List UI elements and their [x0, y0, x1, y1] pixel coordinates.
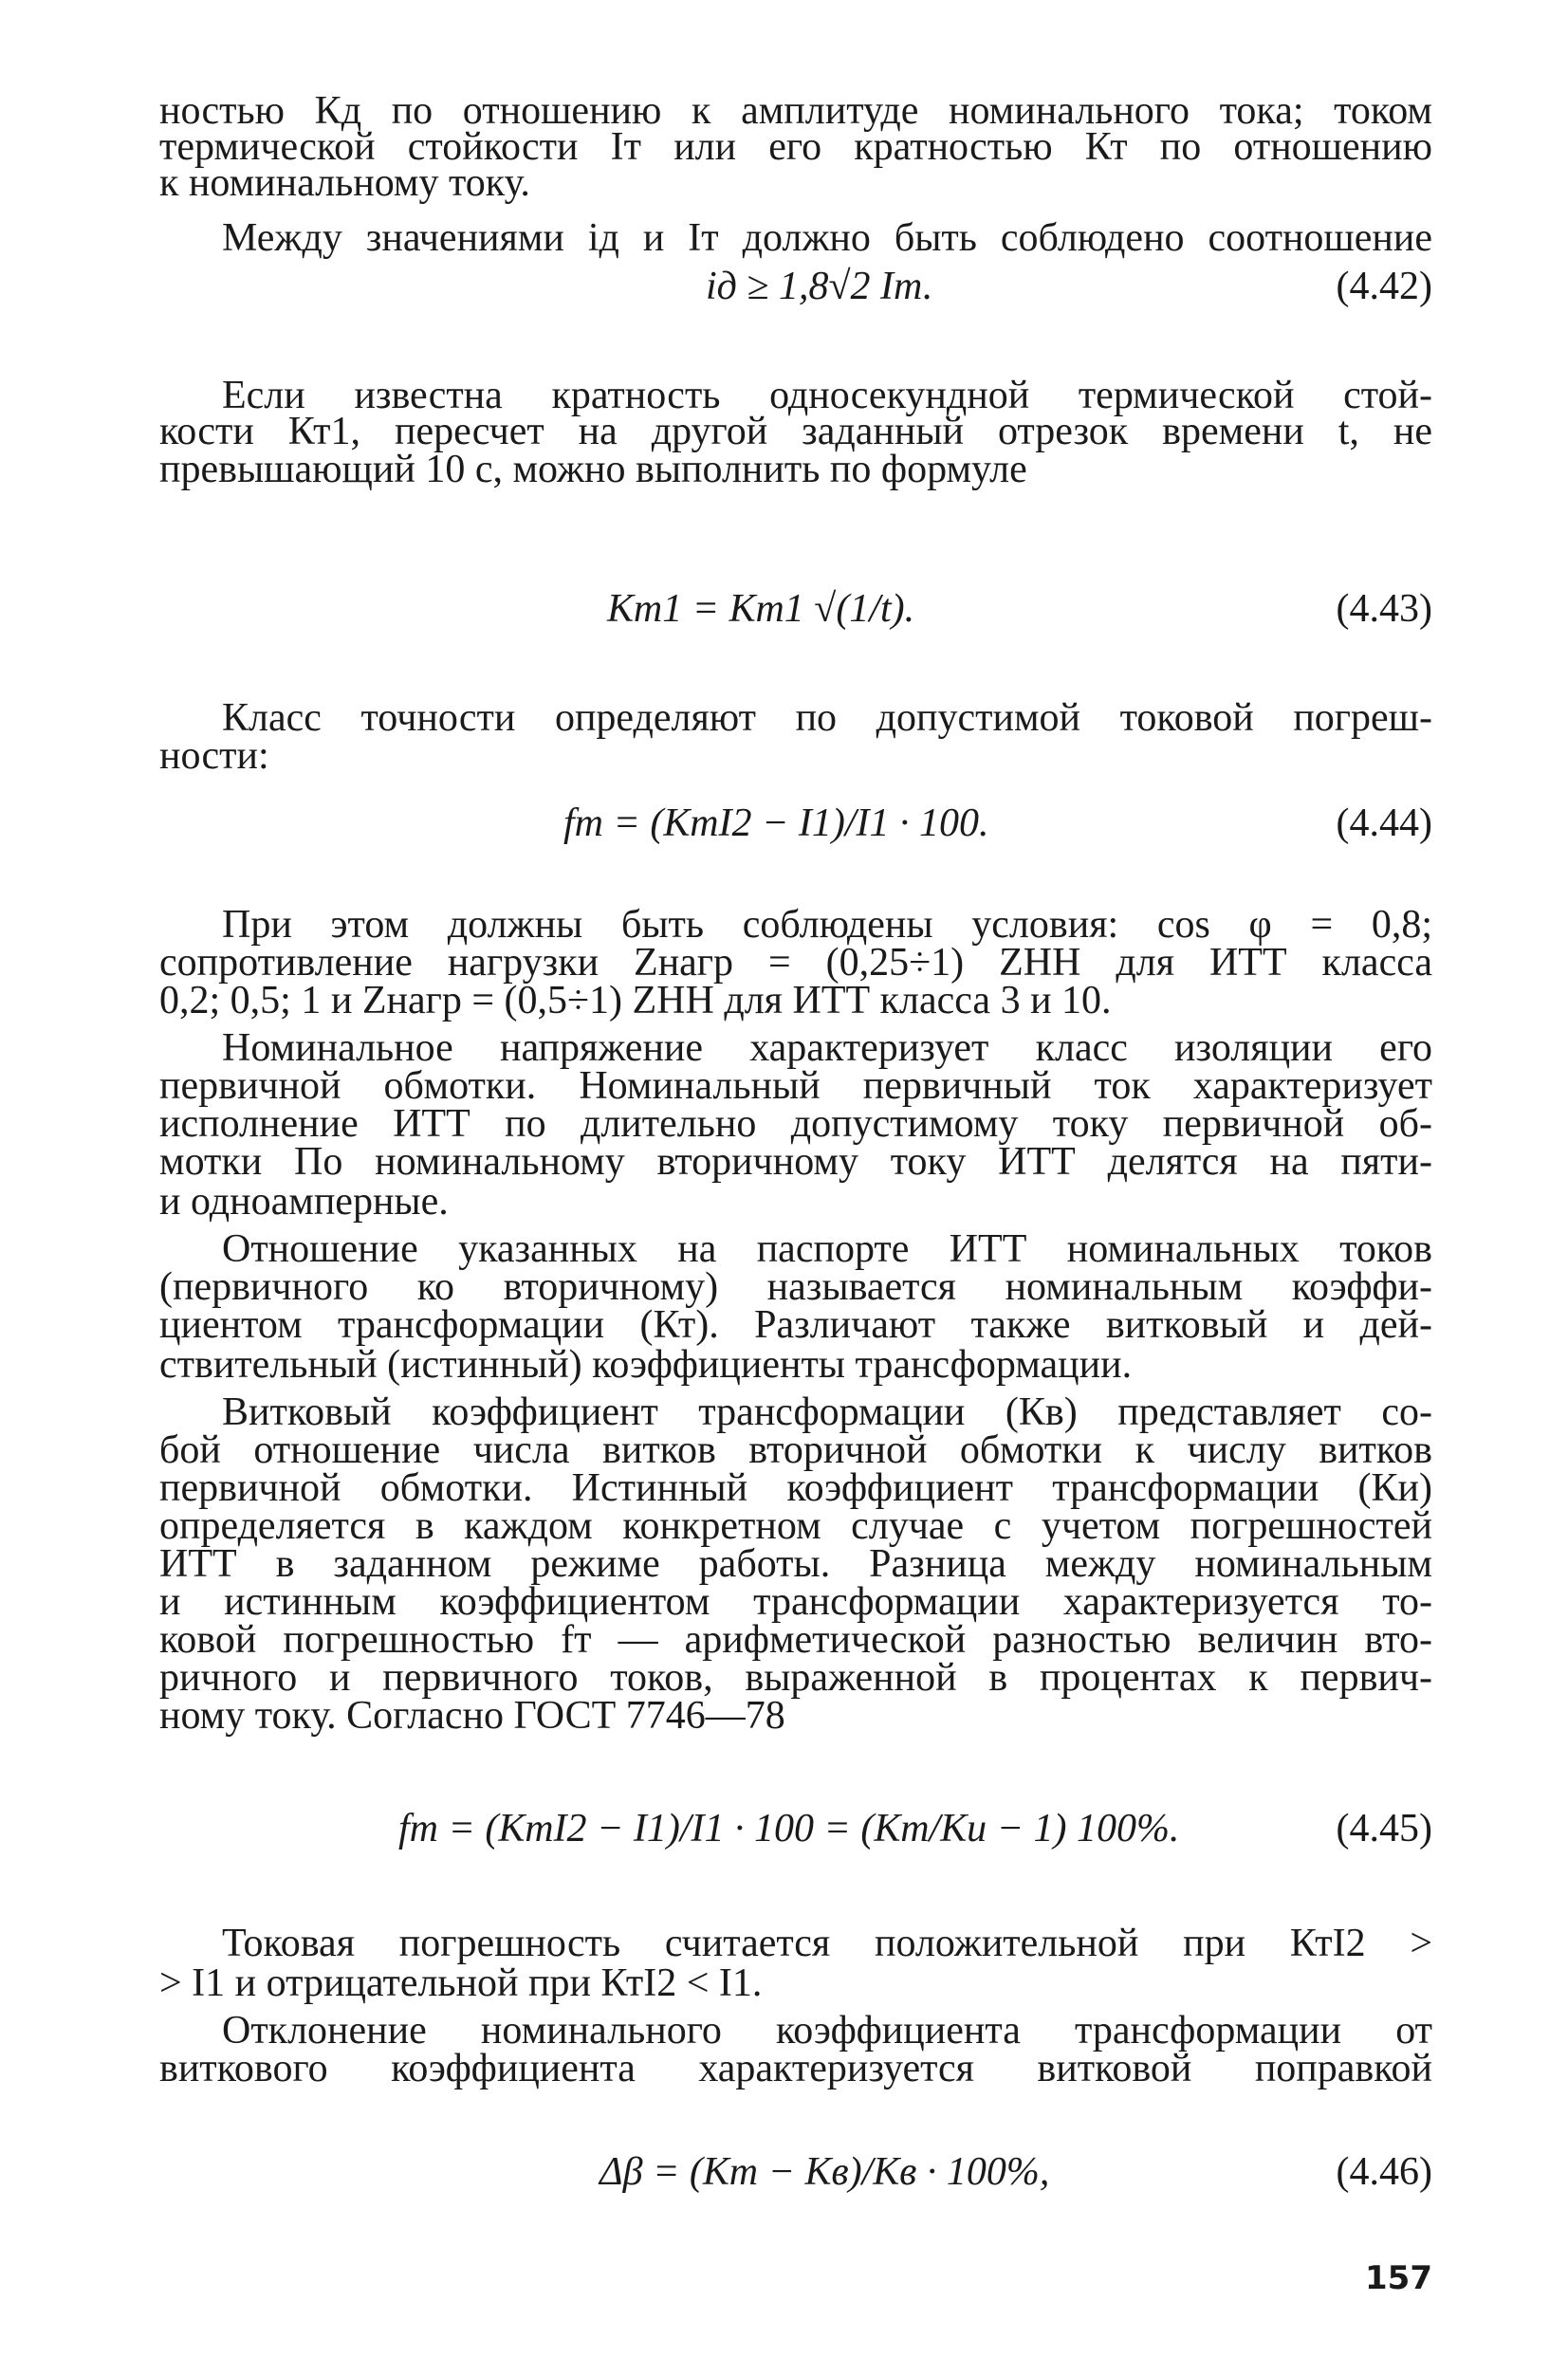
text-line: Отклонение номинального коэффициента трансформации от: [222, 2009, 1432, 2053]
formula-number-4-45: (4.45): [1336, 1807, 1432, 1850]
text-line: ствительный (истинный) коэффициенты трансформации.: [159, 1343, 1133, 1387]
text-line: 0,2; 0,5; 1 и Zнагр = (0,5÷1) ZНН для ИТТ класса 3 и 10.: [159, 979, 1112, 1022]
text-line: ному току. Согласно ГОСТ 7746—78: [159, 1694, 785, 1738]
formula-number-4-42: (4.42): [1336, 265, 1432, 308]
text-line: ИТТ в заданном режиме работы. Разница между номинальным: [159, 1542, 1432, 1586]
formula-number-4-46: (4.46): [1336, 2150, 1432, 2194]
text-line: бой отношение числа витков вторичной обмотки к числу витков: [159, 1428, 1432, 1472]
text-line: ностью Кд по отношению к амплитуде номинального тока; током: [159, 89, 1432, 133]
text-line: и одноамперные.: [159, 1180, 449, 1224]
text-line: первичной обмотки. Истинный коэффициент трансформации (Ки): [159, 1466, 1432, 1510]
text-line: ковой погрешностью fт — арифметической разностью величин вто-: [159, 1618, 1432, 1662]
text-line: ности:: [159, 734, 269, 778]
text-line: Токовая погрешность считается положительной при КтI2 >: [222, 1922, 1432, 1965]
formula-4-46: Δβ = (Кт − Кв)/Кв · 100%,: [600, 2150, 1050, 2194]
text-line: циентом трансформации (Кт). Различают также витковый и дей-: [159, 1303, 1432, 1347]
text-line: Отношение указанных на паспорте ИТТ номинальных токов: [222, 1227, 1432, 1271]
formula-4-45: fт = (КтI2 − I1)/I1 · 100 = (Кт/Ки − 1) 100%.: [398, 1807, 1180, 1850]
formula-number-4-44: (4.44): [1336, 801, 1432, 845]
text-line: Витковый коэффициент трансформации (Кв) представляет со-: [222, 1390, 1432, 1434]
text-line: исполнение ИТТ по длительно допустимому току первичной об-: [159, 1102, 1432, 1146]
text-line: ричного и первичного токов, выраженной в процентах к первич-: [159, 1656, 1432, 1700]
formula-4-43: Кт1 = Кт1 √(1/t).: [607, 587, 915, 631]
text-line: мотки По номинальному вторичному току ИТТ делятся на пяти-: [159, 1140, 1432, 1184]
text-line: При этом должны быть соблюдены условия: cos φ = 0,8;: [222, 903, 1432, 947]
formula-4-42: iд ≥ 1,8√2 Iт.: [706, 265, 933, 308]
page-number: 157: [1365, 2259, 1432, 2297]
formula-4-44: fт = (КтI2 − I1)/I1 · 100.: [563, 801, 989, 845]
text-line: определяется в каждом конкретном случае с учетом погрешностей: [159, 1504, 1432, 1548]
text-line: к номинальному току.: [159, 161, 530, 205]
text-line: и истинным коэффициентом трансформации характеризуется то-: [159, 1580, 1432, 1624]
text-line: превышающий 10 с, можно выполнить по формуле: [159, 448, 1027, 491]
text-line: (первичного ко вторичному) называется номинальным коэффи-: [159, 1265, 1432, 1309]
text-line: термической стойкости Iт или его кратностью Кт по отношению: [159, 125, 1432, 169]
text-line: Номинальное напряжение характеризует класс изоляции его: [222, 1026, 1432, 1070]
text-line: Если известна кратность односекундной термической стой-: [222, 374, 1432, 417]
text-line: > I1 и отрицательной при КтI2 < I1.: [159, 1961, 763, 2005]
text-line: кости Кт1, пересчет на другой заданный отрезок времени t, не: [159, 410, 1432, 453]
text-line: первичной обмотки. Номинальный первичный ток характеризует: [159, 1064, 1432, 1108]
text-line: Класс точности определяют по допустимой токовой погреш-: [222, 696, 1432, 740]
text-line: виткового коэффициента характеризуется витковой поправкой: [159, 2047, 1432, 2090]
formula-number-4-43: (4.43): [1336, 587, 1432, 631]
text-line: сопротивление нагрузки Zнагр = (0,25÷1) ZНН для ИТТ класса: [159, 941, 1432, 985]
text-line: Между значениями iд и Iт должно быть соблюдено соотношение: [222, 216, 1432, 260]
